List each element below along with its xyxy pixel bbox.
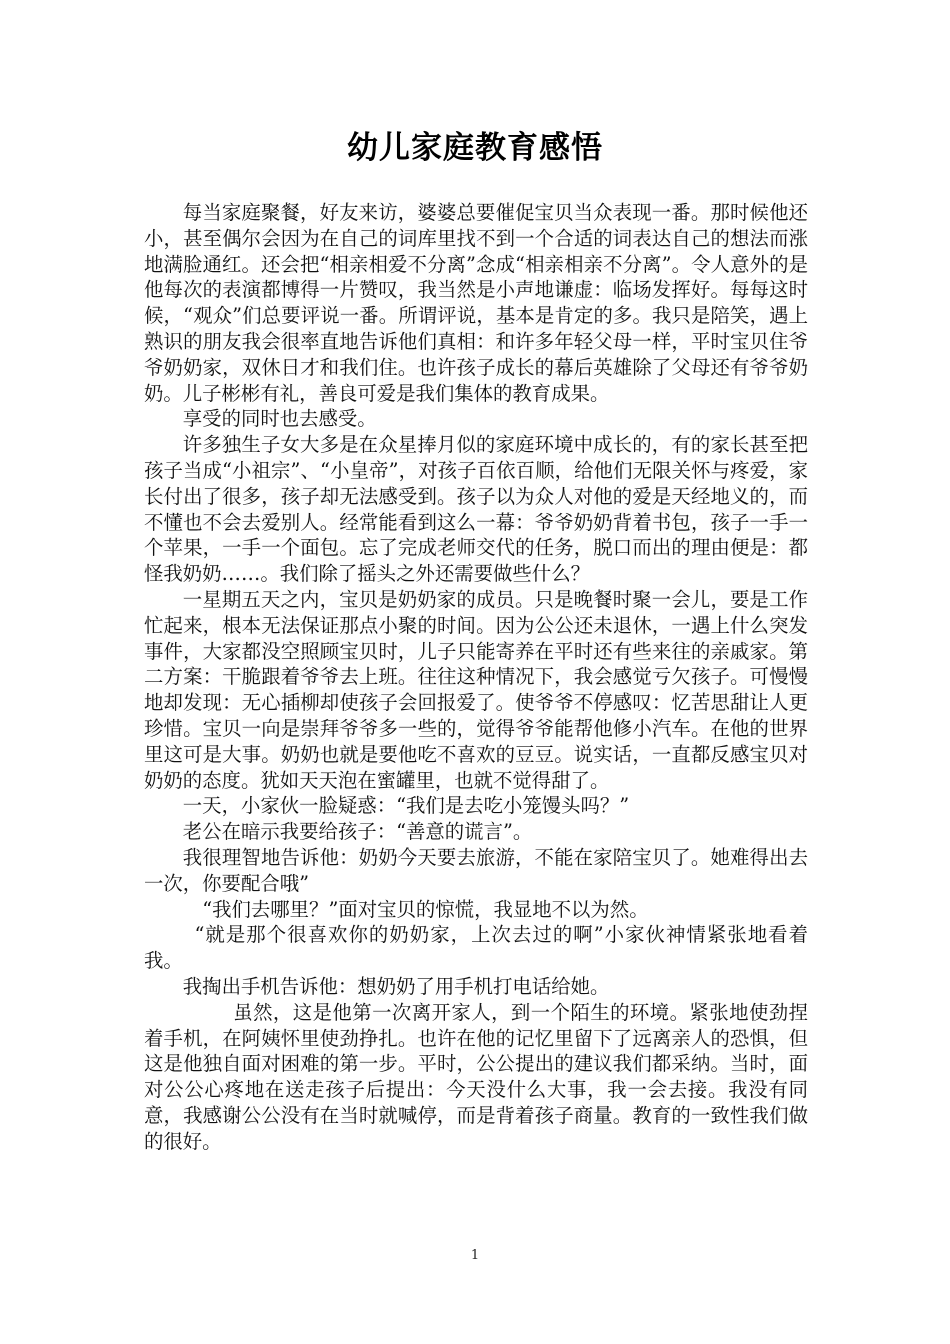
paragraph: 享受的同时也去感受。 [182,407,377,431]
paragraph: 一天，小家伙一脸疑惑：“我们是去吃小笼馒头吗？” [182,794,630,818]
document-title: 幼儿家庭教育感悟 [347,130,603,166]
paragraph: 一星期五天之内，宝贝是奶奶家的成员。只是晚餐时聚一会儿，要是工作忙起来，根本无法保证那点小聚的时间。因为公公还未退休，一遇上什么突发事件，大家都没空照顾宝贝时，儿子只能寄养在平时还有些来往的亲戚家。第二方案：干脆跟着爷爷去上班。往往这种情况下，我会感觉亏欠孩子。可慢慢地却发现：无心插柳却使孩子会回报爱了。使爷爷不停感叹：忆苦思甜让人更珍惜。宝贝一向是崇拜爷爷多一些的，觉得爷爷能帮他修小汽车。在他的世界里这可是大事。奶奶也就是要他吃不喜欢的豆豆。说实话，一直都反感宝贝对奶奶的态度。犹如天天泡在蜜罐里，也就不觉得甜了。 [144,587,808,792]
paragraph: 虽然，这是他第一次离开家人，到一个陌生的环境。紧张地使劲捏着手机，在阿姨怀里使劲挣扎。也许在他的记忆里留下了远离亲人的恐惧，但这是他独自面对困难的第一步。平时，公公提出的建议我们都采纳。当时，面对公公心疼地在送走孩子后提出：今天没什么大事，我一会去接。我没有同意，我感谢公公没有在当时就喊停，而是背着孩子商量。教育的一致性我们做的很好。 [144,1000,808,1153]
paragraph: “我们去哪里？”面对宝贝的惊慌，我显地不以为然。 [202,897,649,921]
paragraph: 每当家庭聚餐，好友来访，婆婆总要催促宝贝当众表现一番。那时候他还小，甚至偶尔会因为在自己的词库里找不到一个合适的词表达自己的想法而涨地满脸通红。还会把“相亲相爱不分离”念成“相亲相亲不分离”。令人意外的是他每次的表演都博得一片赞叹，我当然是小声地谦虚：临场发挥好。每每这时候，“观众”们总要评说一番。所谓评说，基本是肯定的多。我只是陪笑，遇上熟识的朋友我会很率直地告诉他们真相：和许多年轻父母一样，平时宝贝住爷爷奶奶家，双休日才和我们住。也许孩子成长的幕后英雄除了父母还有爷爷奶奶。儿子彬彬有礼，善良可爱是我们集体的教育成果。 [144,201,808,405]
paragraph: 许多独生子女大多是在众星捧月似的家庭环境中成长的，有的家长甚至把孩子当成“小祖宗”、“小皇帝”，对孩子百依百顺，给他们无限关怀与疼爱，家长付出了很多，孩子却无法感受到。孩子以为众人对他的爱是天经地义的，而不懂也不会去爱别人。经常能看到这么一幕：爷爷奶奶背着书包，孩子一手一个苹果，一手一个面包。忘了完成老师交代的任务，脱口而出的理由便是：都怪我奶奶……。我们除了摇头之外还需要做些什么？ [144,433,808,586]
paragraph: 我很理智地告诉他：奶奶今天要去旅游，不能在家陪宝贝了。她难得出去一次，你要配合哦” [144,845,808,895]
paragraph: 老公在暗示我要给孩子：“善意的谎言”。 [182,820,533,844]
paragraph: 我掏出手机告诉他：想奶奶了用手机打电话给她。 [182,974,610,998]
page-number: 1 [470,1248,480,1263]
document-body [144,200,808,1154]
paragraph: “就是那个很喜欢你的奶奶家，上次去过的啊”小家伙神情紧张地看着我。 [144,923,808,973]
